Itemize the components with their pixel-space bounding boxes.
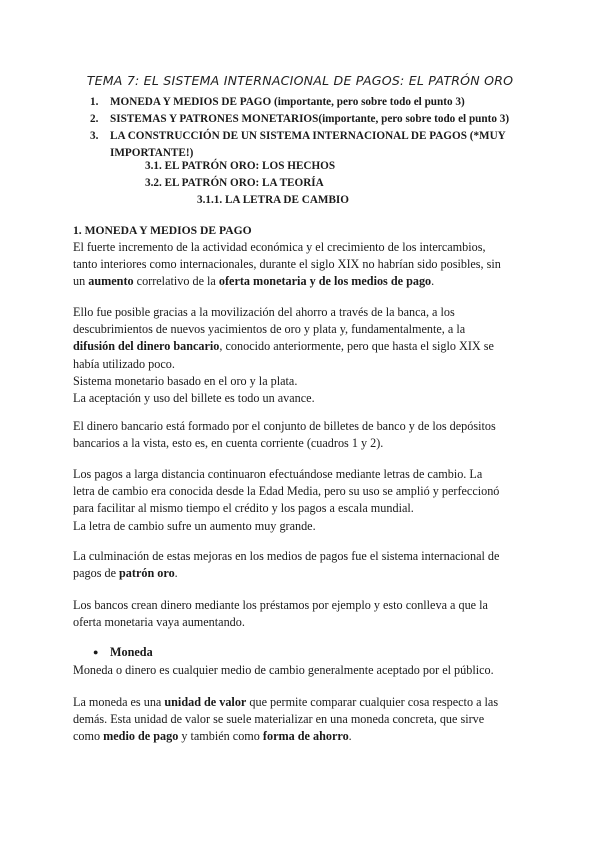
toc-item-3: 3. LA CONSTRUCCIÓN DE UN SISTEMA INTERNACIONAL DE PAGOS (*MUY bbox=[90, 130, 506, 142]
paragraph-6: Los bancos crean dinero mediante los préstamos por ejemplo y esto conlleva a que la oferta monetaria vaya aumentando. bbox=[73, 598, 488, 630]
toc-item-1: 1. MONEDA Y MEDIOS DE PAGO (importante, pero sobre todo el punto 3) bbox=[90, 96, 465, 108]
paragraph-5: La culminación de estas mejoras en los medios de pagos fue el sistema internacional de pagos de patrón oro. bbox=[73, 549, 500, 581]
paragraph-4: Los pagos a larga distancia continuaron efectuándose mediante letras de cambio. La letra de cambio era conocida desde la Edad Media, pero su uso se amplió y perfeccionó para facilitar al mismo tiempo el crédito y los pagos a escala mundial. La letra de cambio sufre un aumento muy grande. bbox=[73, 467, 500, 533]
toc-subitem-3-2: 3.2. EL PATRÓN ORO: LA TEORÍA bbox=[145, 177, 324, 189]
bullet-dot-icon: ● bbox=[93, 647, 99, 657]
paragraph-1: El fuerte incremento de la actividad económica y el crecimiento de los intercambios, tanto interiores como internacionales, durante el siglo XIX no habrían sido posibles, sin un aumento correlativo de la oferta monetaria y de los medios de pago. bbox=[73, 240, 501, 289]
paragraph-8: La moneda es una unidad de valor que permite comparar cualquier cosa respecto a las demás. Esta unidad de valor se suele materializar en una moneda concreta, que sirve como medio de pago y también como forma de ahorro. bbox=[73, 695, 499, 744]
page-title: TEMA 7: EL SISTEMA INTERNACIONAL DE PAGOS: EL PATRÓN ORO bbox=[86, 73, 514, 88]
paragraph-3: El dinero bancario está formado por el conjunto de billetes de banco y de los depósitos bancarios a la vista, esto es, en cuenta corriente (cuadros 1 y 2). bbox=[73, 419, 496, 451]
toc-item-2: 2. SISTEMAS Y PATRONES MONETARIOS(importante, pero sobre todo el punto 3) bbox=[90, 113, 510, 125]
toc bbox=[90, 94, 540, 162]
paragraph-2: Ello fue posible gracias a la movilización del ahorro a través de la banca, a los descubrimientos de nuevos yacimientos de oro y plata y, fundamentalmente, a la difusión del dinero bancario, conocido anteriormente, pero que hasta el siglo XIX se había utilizado poco. Sistema monetario basado en el oro y la plata. La aceptación y uso del billete es todo un avance. bbox=[73, 305, 494, 406]
bullet-moneda: ● Moneda bbox=[93, 645, 153, 659]
paragraph-7: Moneda o dinero es cualquier medio de cambio generalmente aceptado por el público. bbox=[73, 663, 494, 677]
toc-item-3-cont: IMPORTANTE!) bbox=[110, 147, 194, 159]
toc-subitem-3-1: 3.1. EL PATRÓN ORO: LOS HECHOS bbox=[145, 160, 336, 172]
toc-subitem-3-1-1: 3.1.1. LA LETRA DE CAMBIO bbox=[197, 194, 349, 206]
section-heading: 1. MONEDA Y MEDIOS DE PAGO bbox=[73, 224, 252, 237]
